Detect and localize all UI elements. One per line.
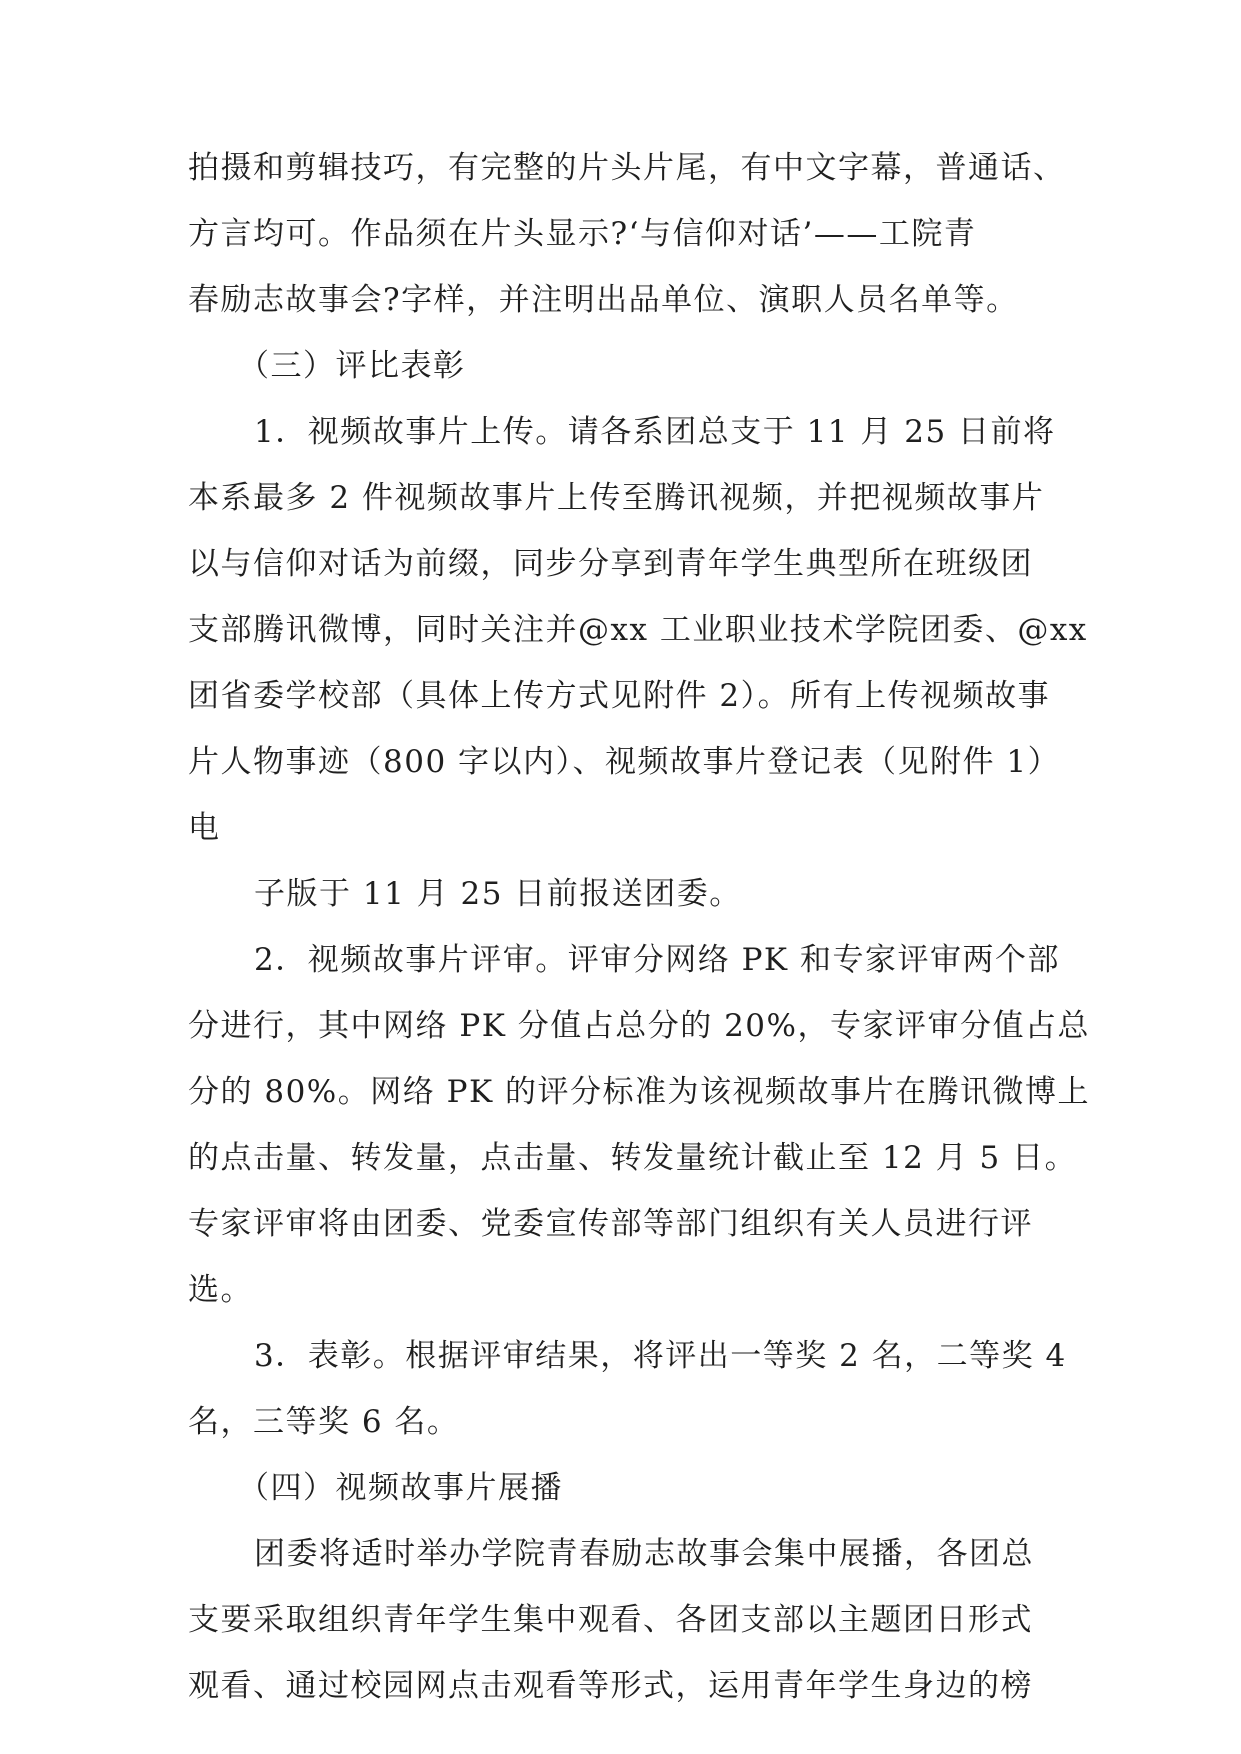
body-text-line: 片人物事迹（800 字以内）、视频故事片登记表（见附件 1） — [188, 744, 1061, 780]
body-text-line: 观看、通过校园网点击观看等形式，运用青年学生身边的榜 — [188, 1668, 1033, 1704]
section-heading: （三）评比表彰 — [238, 348, 466, 384]
body-text-line: 电 — [188, 810, 221, 846]
body-text-line: 支要采取组织青年学生集中观看、各团支部以主题团日形式 — [188, 1602, 1033, 1638]
section-heading: （四）视频故事片展播 — [238, 1470, 563, 1506]
body-text-line: 本系最多 2 件视频故事片上传至腾讯视频，并把视频故事片 — [188, 480, 1045, 516]
body-text-line: 拍摄和剪辑技巧，有完整的片头片尾，有中文字幕，普通话、 — [188, 150, 1066, 186]
body-text-line: 名，三等奖 6 名。 — [188, 1404, 460, 1440]
body-text-line: 支部腾讯微博，同时关注并@xx 工业职业技术学院团委、@xx — [188, 612, 1088, 648]
body-text-line: 分的 80%。网络 PK 的评分标准为该视频故事片在腾讯微博上 — [188, 1074, 1090, 1110]
body-text-line: 分进行，其中网络 PK 分值占总分的 20%，专家评审分值占总 — [188, 1008, 1090, 1044]
body-text-line: 2．视频故事片评审。评审分网络 PK 和专家评审两个部 — [254, 942, 1060, 978]
body-text-line: 子版于 11 月 25 日前报送团委。 — [254, 876, 742, 912]
body-text-line: 方言均可。作品须在片头显示?‘与信仰对话’——工院青 — [188, 216, 977, 252]
body-text-line: 春励志故事会?字样，并注明出品单位、演职人员名单等。 — [188, 282, 1019, 318]
body-text-line: 团委将适时举办学院青春励志故事会集中展播，各团总 — [254, 1536, 1034, 1572]
body-text-line: 1．视频故事片上传。请各系团总支于 11 月 25 日前将 — [254, 414, 1056, 450]
body-text-line: 的点击量、转发量，点击量、转发量统计截止至 12 月 5 日。 — [188, 1140, 1078, 1176]
body-text-line: 以与信仰对话为前缀，同步分享到青年学生典型所在班级团 — [188, 546, 1033, 582]
body-text-line: 团省委学校部（具体上传方式见附件 2）。所有上传视频故事 — [188, 678, 1051, 714]
body-text-line: 3．表彰。根据评审结果，将评出一等奖 2 名，二等奖 4 — [254, 1338, 1067, 1374]
body-text-line: 选。 — [188, 1272, 253, 1308]
body-text-line: 专家评审将由团委、党委宣传部等部门组织有关人员进行评 — [188, 1206, 1033, 1242]
